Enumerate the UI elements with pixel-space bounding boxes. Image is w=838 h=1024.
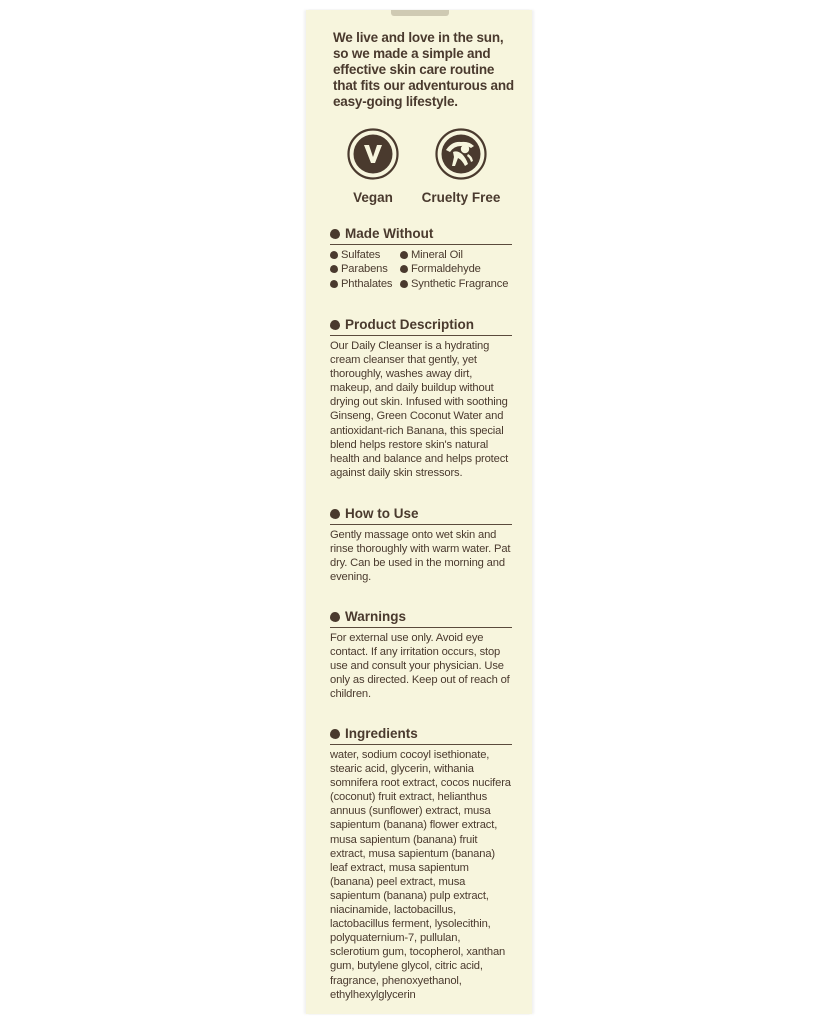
bean-bullet-icon xyxy=(400,280,408,288)
bean-bullet-icon xyxy=(330,280,338,288)
product-description-heading xyxy=(330,317,512,336)
bean-bullet-icon xyxy=(330,320,340,330)
made-without-item: Parabens xyxy=(341,263,388,276)
warnings-section xyxy=(330,609,512,701)
bean-bullet-icon xyxy=(330,509,340,519)
how-to-use-heading xyxy=(330,506,512,525)
made-without-item: Sulfates xyxy=(341,249,381,261)
list-item xyxy=(330,248,400,262)
cruelty-free-monkey-icon xyxy=(435,128,487,180)
bean-bullet-icon xyxy=(400,251,408,259)
box-top-flap xyxy=(391,10,449,16)
made-without-list xyxy=(330,248,512,291)
ingredients-title: Ingredients xyxy=(345,726,418,741)
list-item xyxy=(400,277,512,291)
how-to-use-title: How to Use xyxy=(345,506,419,521)
vegan-label: Vegan xyxy=(353,190,393,205)
bean-bullet-icon xyxy=(330,265,338,273)
list-item xyxy=(400,262,512,276)
bean-bullet-icon xyxy=(400,265,408,273)
product-description-section xyxy=(330,317,512,480)
made-without-item: Formaldehyde xyxy=(411,263,481,276)
how-to-use-text: Gently massage onto wet skin and rinse thoroughly with warm water. Pat dry. Can be used in the morning and evening. xyxy=(330,529,511,584)
product-box-side-panel xyxy=(306,10,532,1014)
list-item xyxy=(330,262,400,276)
made-without-item: Phthalates xyxy=(341,277,393,290)
made-without-item: Synthetic Fragrance xyxy=(411,277,509,290)
product-description-text: Our Daily Cleanser is a hydrating cream cleanser that gently, yet thoroughly, washes away dirt, makeup, and daily buildup without drying out skin. Infused with soothing Ginseng, Green Coconut Water and antioxidant-rich Banana, this special blend helps restore skin's natural health and balance and helps protect against daily skin stressors. xyxy=(330,340,509,479)
warnings-title: Warnings xyxy=(345,609,407,624)
ingredients-heading xyxy=(330,726,512,745)
bean-bullet-icon xyxy=(330,612,340,622)
made-without-heading xyxy=(330,226,512,245)
list-item xyxy=(400,248,512,262)
vegan-v-icon xyxy=(347,128,399,180)
made-without-section xyxy=(330,226,512,291)
ingredients-section xyxy=(330,726,512,1002)
product-description-title: Product Description xyxy=(345,317,475,332)
bean-bullet-icon xyxy=(330,251,338,259)
made-without-item: Mineral Oil xyxy=(411,249,463,261)
made-without-title: Made Without xyxy=(345,226,434,241)
bean-bullet-icon xyxy=(330,729,340,739)
warnings-text: For external use only. Avoid eye contact. If any irritation occurs, stop use and consult your physician. Use only as directed. Keep out of reach of children. xyxy=(330,632,510,701)
ingredients-text: water, sodium cocoyl isethionate, stearic acid, glycerin, withania somnifera root extract, cocos nucifera (coconut) fruit extract, helianthus annuus (sunflower) extract, musa sapientum (banana) flower extract, musa sapientum (banana) fruit extract, musa sapientum (banana) leaf extract, musa sapientum (banana) peel extract, musa sapientum (banana) pulp extract, niacinamide, lactobacillus, lactobacillus ferment, lysolecithin, polyquaternium-7, pullulan, sclerotium gum, tocopherol, xanthan gum, butylene glycol, citric acid, fragrance, phenoxyethanol, ethylhexylglycerin xyxy=(330,749,511,1001)
cruelty-free-label: Cruelty Free xyxy=(421,190,501,205)
vegan-badge xyxy=(328,128,418,205)
intro-text: We live and love in the sun, so we made a simple and effective skin care routine that fits our adventurous and easy-going lifestyle. xyxy=(333,30,514,109)
warnings-heading xyxy=(330,609,512,628)
list-item xyxy=(330,277,400,291)
cruelty-free-badge xyxy=(416,128,506,205)
how-to-use-section xyxy=(330,506,512,584)
bean-bullet-icon xyxy=(330,229,340,239)
